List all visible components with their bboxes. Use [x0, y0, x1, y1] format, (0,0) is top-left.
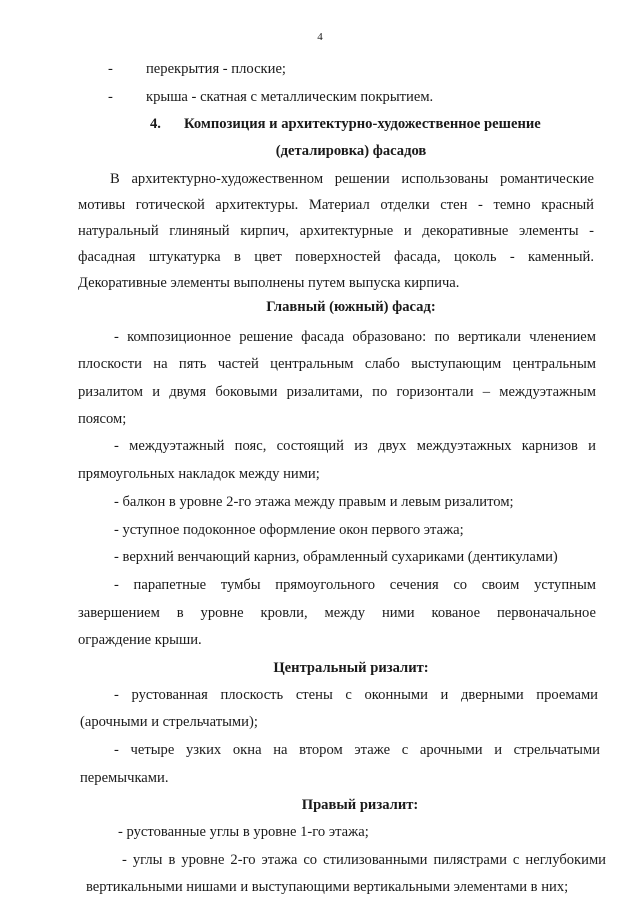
section-title-cont: (деталировка) фасадов: [275, 143, 427, 159]
paragraph-line: - междуэтажный пояс, состоящий из двух междуэтажных карнизов и: [114, 438, 596, 454]
paragraph-line: перемычками.: [80, 770, 169, 786]
paragraph-line: Декоративные элементы выполнены путем выпуска кирпича.: [78, 275, 460, 291]
bullet-marker: -: [108, 61, 113, 77]
paragraph-line: - балкон в уровне 2-го этажа между правым и левым ризалитом;: [114, 494, 514, 510]
paragraph-line: - парапетные тумбы прямоугольного сечения со своим уступным: [114, 577, 596, 593]
paragraph-line: ограждение крыши.: [78, 632, 202, 648]
paragraph-line: завершением в уровне кровли, между ними кованое первоначальное: [78, 605, 596, 621]
page-number: 4: [317, 31, 323, 43]
bullet-text: крыша - скатная с металлическим покрытием.: [146, 89, 434, 105]
paragraph-line: - композиционное решение фасада образовано: по вертикали членением: [114, 329, 596, 345]
bullet-marker: -: [108, 89, 113, 105]
paragraph-line: В архитектурно-художественном решении использованы романтические: [110, 171, 594, 187]
subheading-central-risalit: Центральный ризалит:: [273, 660, 429, 676]
section-title: Композиция и архитектурно-художественное решение: [184, 116, 541, 132]
section-number: 4.: [150, 116, 161, 132]
paragraph-line: прямоугольных накладок между ними;: [78, 466, 320, 482]
paragraph-line: натуральный глиняный кирпич, архитектурные и декоративные элементы -: [78, 223, 594, 239]
paragraph-line: - верхний венчающий карниз, обрамленный сухариками (дентикулами): [114, 549, 558, 565]
bullet-text: перекрытия - плоские;: [146, 61, 286, 77]
paragraph-line: плоскости на пять частей центральным слабо выступающим центральным: [78, 356, 596, 372]
paragraph-line: поясом;: [78, 411, 127, 427]
paragraph-line: - четыре узких окна на втором этаже с арочными и стрельчатыми: [114, 742, 600, 758]
paragraph-line: - рустованные углы в уровне 1-го этажа;: [118, 824, 369, 840]
paragraph-line: - рустованная плоскость стены с оконными и дверными проемами: [114, 687, 598, 703]
paragraph-line: мотивы готической архитектуры. Материал отделки стен - темно красный: [78, 197, 594, 213]
paragraph-line: вертикальными нишами и выступающими вертикальными элементами в них;: [86, 879, 569, 895]
paragraph-line: фасадная штукатурка в цвет поверхностей фасада, цоколь - каменный.: [78, 249, 594, 265]
paragraph-line: ризалитом и двумя боковыми ризалитами, по горизонтали – междуэтажным: [78, 384, 596, 400]
paragraph-line: - уступное подоконное оформление окон первого этажа;: [114, 522, 464, 538]
paragraph-line: - углы в уровне 2-го этажа со стилизованными пилястрами с неглубокими: [122, 852, 606, 868]
paragraph-line: (арочными и стрельчатыми);: [80, 714, 258, 730]
subheading-right-risalit: Правый ризалит:: [301, 797, 419, 813]
subheading-main-facade: Главный (южный) фасад:: [266, 299, 436, 315]
